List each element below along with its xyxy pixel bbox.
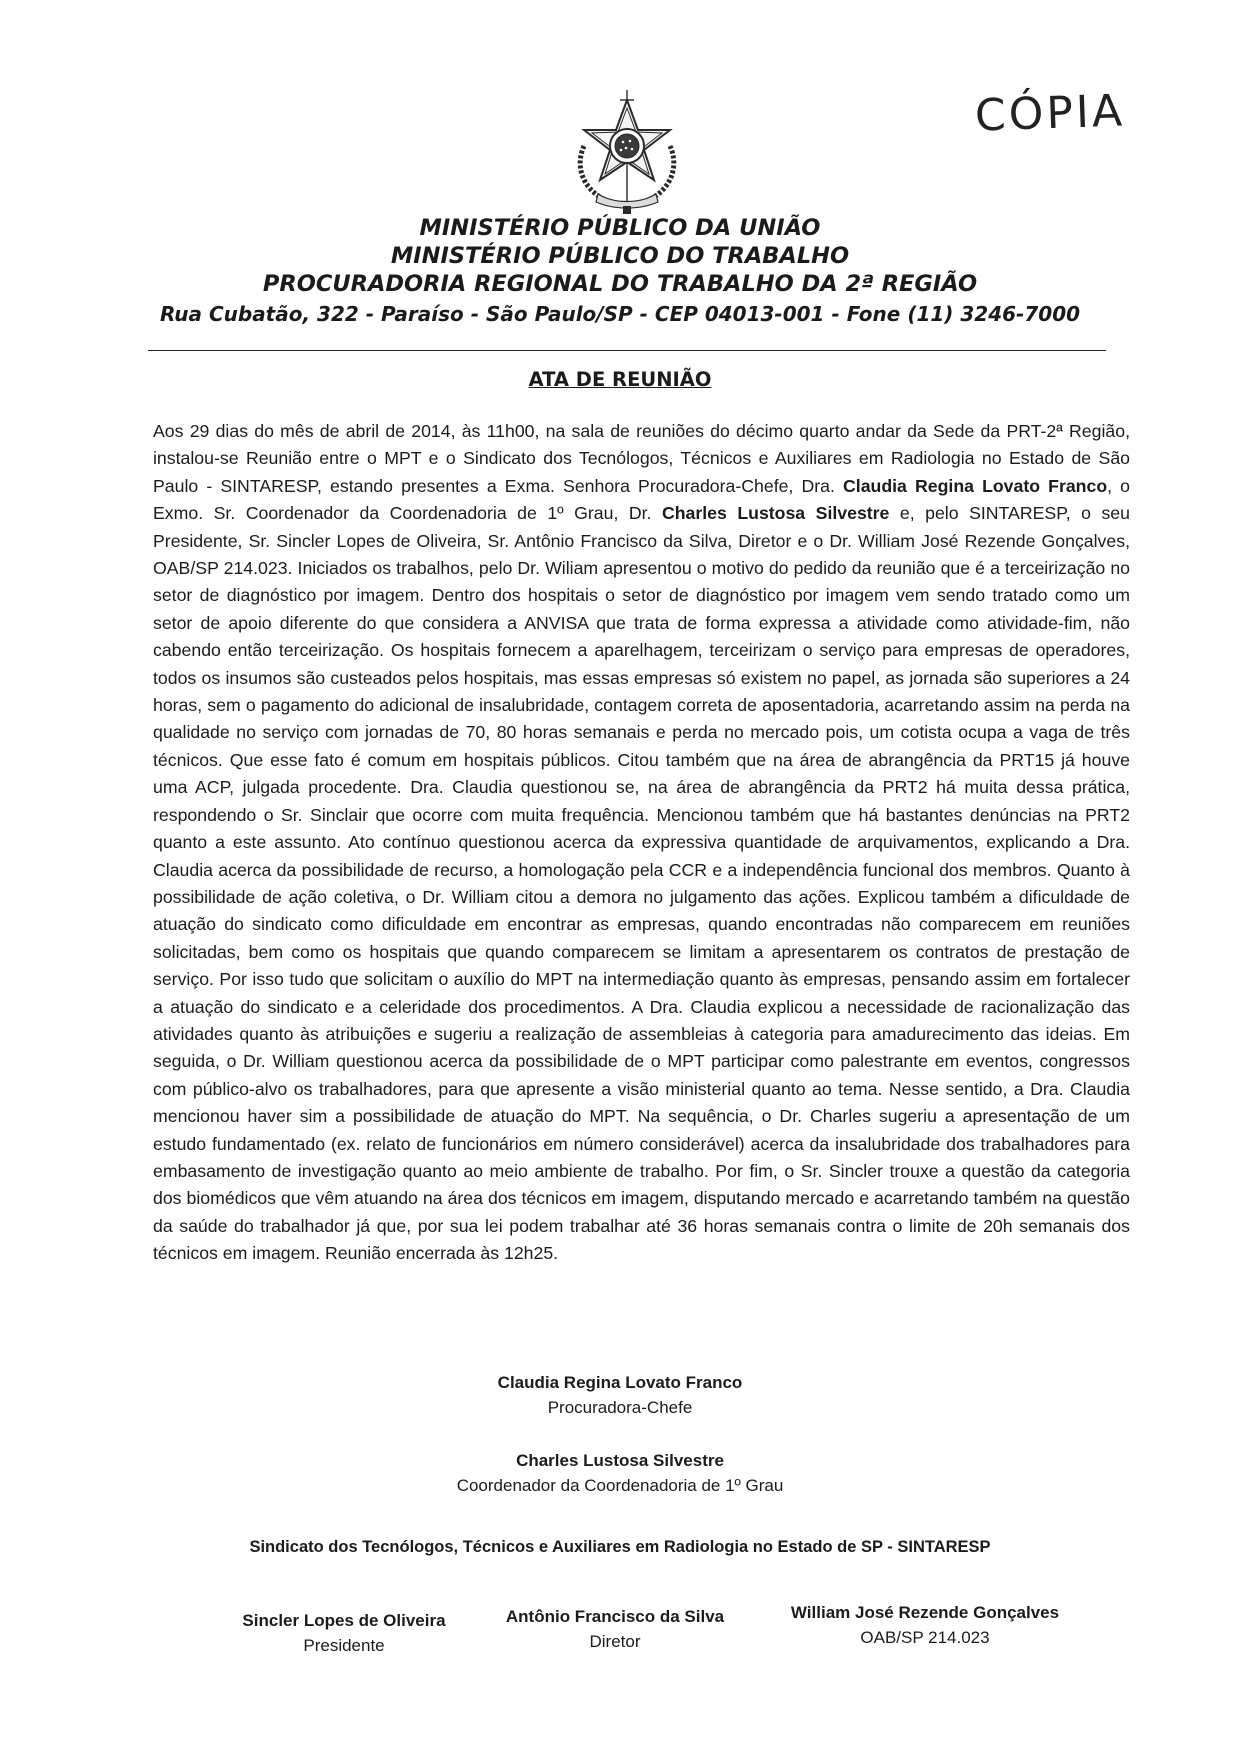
signature-sincler-name: Sincler Lopes de Oliveira — [242, 1611, 446, 1630]
signature-claudia-name: Claudia Regina Lovato Franco — [497, 1373, 743, 1392]
header-divider — [148, 350, 1106, 351]
letterhead-line-1: MINISTÉRIO PÚBLICO DA UNIÃO — [419, 215, 821, 241]
letterhead-line-3: PROCURADORIA REGIONAL DO TRABALHO DA 2ª REGIÃO — [262, 271, 978, 297]
brazil-coat-of-arms-icon — [562, 86, 692, 218]
body-text-2: , o Exmo. Sr. Coordenador da Coordenadoria de 1º Grau, Dr. — [153, 475, 1131, 524]
document-title: ATA DE REUNIÃO — [528, 368, 712, 391]
copy-stamp: CÓPIA — [974, 85, 1126, 142]
letterhead — [150, 214, 1090, 330]
signature-charles-name: Charles Lustosa Silvestre — [516, 1451, 724, 1470]
signature-claudia-role: Procuradora-Chefe — [547, 1398, 693, 1417]
signature-sincler-role: Presidente — [303, 1636, 385, 1655]
letterhead-address: Rua Cubatão, 322 - Paraíso - São Paulo/SP - CEP 04013-001 - Fone (11) 3246-7000 — [159, 302, 1081, 326]
union-name: Sindicato dos Tecnólogos, Técnicos e Auxiliares em Radiologia no Estado de SP - SINTARESP — [249, 1538, 991, 1556]
signature-sincler — [214, 1608, 474, 1658]
signature-william-name: William José Rezende Gonçalves — [790, 1603, 1060, 1622]
signature-william-role: OAB/SP 214.023 — [860, 1628, 990, 1647]
signature-charles-role: Coordenador da Coordenadoria de 1º Grau — [456, 1476, 784, 1495]
signature-antonio-role: Diretor — [589, 1632, 641, 1651]
minutes-body — [153, 418, 1130, 1268]
signature-charles — [440, 1448, 800, 1498]
body-name-claudia: Claudia Regina Lovato Franco — [843, 475, 1108, 496]
letterhead-line-2: MINISTÉRIO PÚBLICO DO TRABALHO — [390, 243, 850, 269]
signature-antonio-name: Antônio Francisco da Silva — [505, 1607, 725, 1626]
signature-william — [770, 1600, 1080, 1650]
body-name-charles: Charles Lustosa Silvestre — [661, 503, 890, 524]
signature-antonio — [485, 1604, 745, 1654]
signature-claudia — [440, 1370, 800, 1420]
body-text-3: e, pelo SINTARESP, o seu Presidente, Sr. Sincler Lopes de Oliveira, Sr. Antônio Francisco da Silva, Diretor e o Dr. William José Rezende Gonçalves, OAB/SP 214.023. Iniciados os trabalhos, pelo Dr. Wiliam apresentou o motivo do pedido da reunião que é a terceirização no setor de diagnóstico por imagem. Dentro dos hospitais o setor de diagnóstico por imagem vem sendo tratado como um setor de apoio diferente do que considera a ANVISA que trata de forma expressa a atividade como atividade-fim, não cabendo então terceirização. Os hospitais fornecem a aparelhagem, terceirizam o serviço para empresas de operadores, todos os insumos são custeados pelos hospitais, mas essas empresas só existem no papel, as jornada são superiores a 24 horas, sem o pagamento do adicional de insalubridade, contagem correta de aposentadoria, acarretando assim na perda na qualidade no serviço com jornadas de 70, 80 horas semanais e perda no mercado pois, um cotista ocupa a vaga de três técnicos. Que esse fato é comum em hospitais públicos. Citou também que na área de abrangência da PRT15 já houve uma ACP, julgada procedente. Dra. Claudia questionou se, na área de abrangência da PRT2 há muita dessa prática, respondendo o Sr. Sinclair que ocorre com muita frequência. Mencionou também que há bastantes denúncias na PRT2 quanto a este assunto. Ato contínuo questionou acerca da expressiva quantidade de arquivamentos, explicando a Dra. Claudia acerca da possibilidade de recurso, a homologação pela CCR e a independência funcional dos membros. Quanto à possibilidade de ação coletiva, o Dr. William citou a demora no julgamento das ações. Explicou também a dificuldade de atuação do sindicato como dificuldade em encontrar as empresas, quando encontradas não comparecem em reuniões solicitadas, bem como os hospitais que quando comparecem se limitam a apresentarem os contratos de prestação de serviço. Por isso tudo que solicitam o auxílio do MPT na intermediação quanto às empresas, pensando assim em fortalecer a atuação do sindicato e a celeridade dos procedimentos. A Dra. Claudia explicou a necessidade de racionalização das atividades quanto às atribuições e sugeriu a realização de assembleias à categoria para amadurecimento das ideias. Em seguida, o Dr. William questionou acerca da possibilidade de o MPT participar como palestrante em eventos, congressos com público-alvo os trabalhadores, para que apresente a visão ministerial quanto ao tema. Nesse sentido, a Dra. Claudia mencionou haver sim a possibilidade de atuação do MPT. Na sequência, o Dr. Charles sugeriu a apresentação de um estudo fundamentado (ex. relato de funcionários em número considerável) acerca da insalubridade dos trabalhadores para embasamento de investigação quanto ao meio ambiente de trabalho. Por fim, o Sr. Sincler trouxe a questão da categoria dos biomédicos que vêm atuando na área dos técnicos em imagem, disputando mercado e acarretando também na questão da saúde do trabalhador já que, por sua lei podem trabalhar até 36 horas semanais contra o limite de 20h semanais dos técnicos em imagem. Reunião encerrada às 12h25. — [153, 503, 1130, 1264]
body-text-1: Aos 29 dias do mês de abril de 2014, às 11h00, na sala de reuniões do décimo quarto andar da Sede da PRT-2ª Região, instalou-se Reunião entre o MPT e o Sindicato dos Tecnólogos, Técnicos e Auxiliares em Radiologia no Estado de São Paulo - SINTARESP, estando presentes a Exma. Senhora Procuradora-Chefe, Dra. — [153, 421, 1130, 496]
